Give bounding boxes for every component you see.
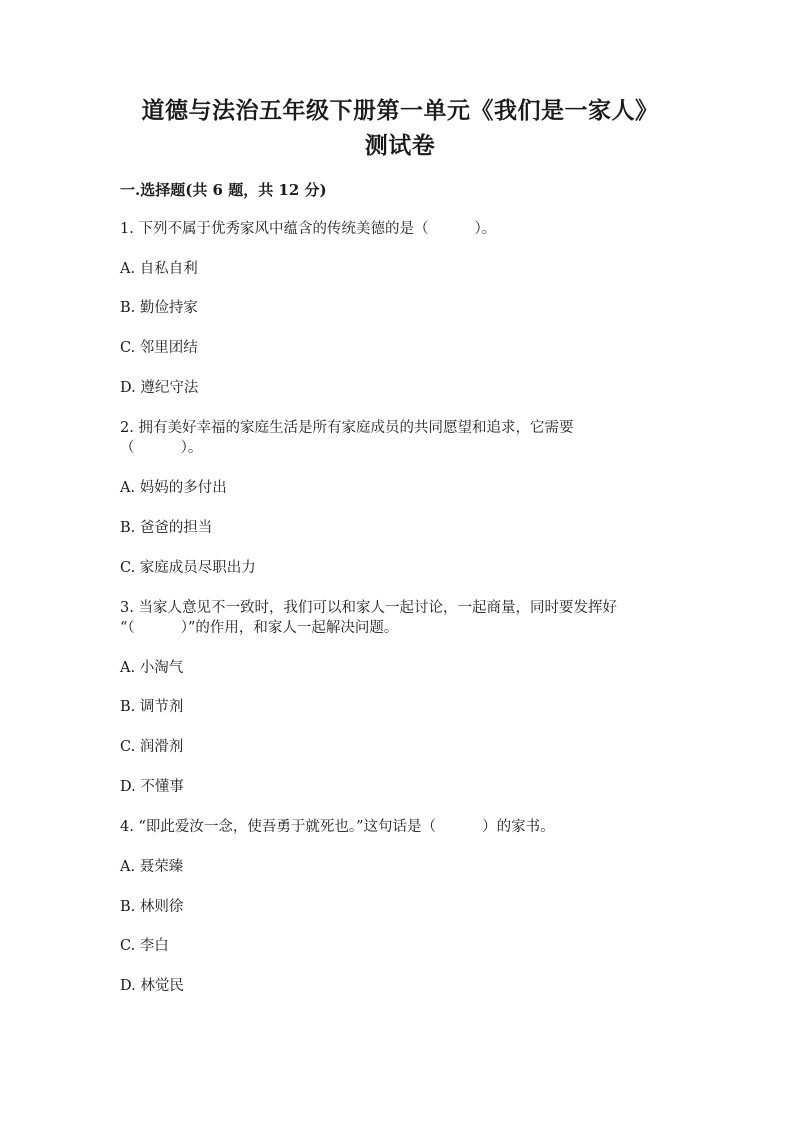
question-1-stem: 1. 下列不属于优秀家风中蕴含的传统美德的是（ ）。	[120, 221, 497, 237]
question-4-option-b: B. 林则徐	[120, 899, 184, 915]
question-4-option-c: C. 李白	[120, 938, 169, 954]
page-title: 道德与法治五年级下册第一单元《我们是一家人》	[141, 97, 659, 124]
question-4-option-d: D. 林觉民	[120, 978, 184, 994]
question-4-stem: 4. “即此爱汝一念，使吾勇于就死也。”这句话是（ ）的家书。	[120, 819, 555, 835]
question-3-stem: 3. 当家人意见不一致时，我们可以和家人一起讨论，一起商量，同时要发挥好	[120, 600, 617, 616]
question-2-stem: 2. 拥有美好幸福的家庭生活是所有家庭成员的共同愿望和追求，它需要	[120, 420, 574, 436]
question-1-option-c: C. 邻里团结	[120, 340, 198, 356]
question-3-stem-line2: “（ ）”的作用，和家人一起解决问题。	[120, 620, 399, 636]
question-2-option-c: C. 家庭成员尽职出力	[120, 560, 256, 576]
question-3-option-d: D. 不懂事	[120, 779, 184, 795]
question-1-option-d: D. 遵纪守法	[120, 380, 199, 396]
page-title-line2: 测试卷	[364, 132, 436, 159]
question-1-option-a: A. 自私自利	[120, 261, 198, 277]
section-header: 一.选择题(共 6 题，共 12 分)	[120, 181, 327, 199]
question-4-option-a: A. 聂荣臻	[120, 859, 184, 875]
question-3-option-b: B. 调节剂	[120, 699, 184, 715]
question-2-option-b: B. 爸爸的担当	[120, 520, 213, 536]
question-2-stem-line2: （ ）。	[120, 440, 203, 456]
question-2-option-a: A. 妈妈的多付出	[120, 480, 227, 496]
question-3-option-a: A. 小淘气	[120, 660, 184, 676]
question-3-option-c: C. 润滑剂	[120, 739, 184, 755]
question-1-option-b: B. 勤俭持家	[120, 300, 198, 316]
